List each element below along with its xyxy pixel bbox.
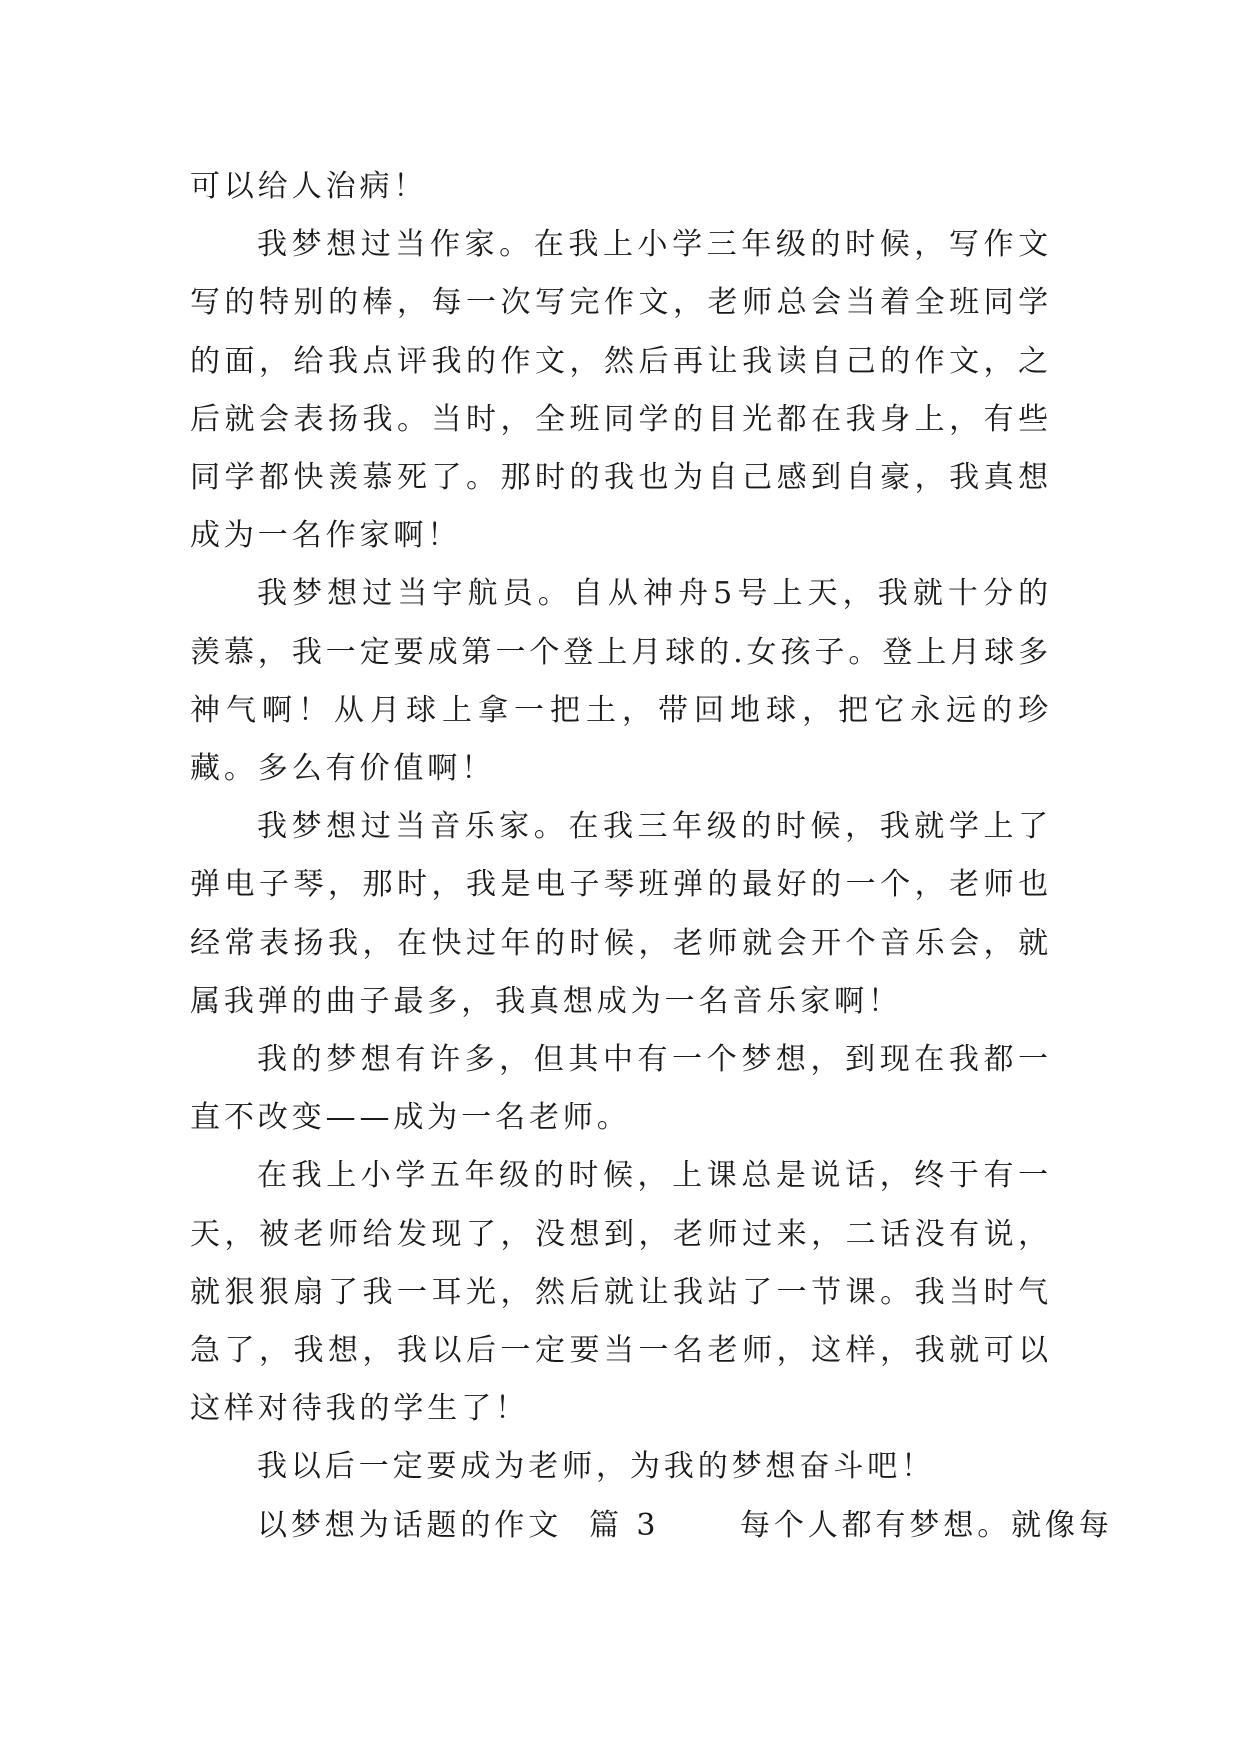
paragraph-conclusion: 我以后一定要成为老师，为我的梦想奋斗吧！ (257, 1449, 935, 1485)
next-essay-heading-line (190, 1497, 1113, 1555)
paragraph-musician-dream: 我梦想过当音乐家。在我三年级的时候，我就学上了弹电子琴，那时，我是电子琴班弹的最好的一个，老师也经常表扬我，在快过年的时候，老师就会开个音乐会，就属我弹的曲子最多，我真想成为一名音乐家啊！ (190, 809, 1052, 1019)
paragraph-teacher-dream: 我的梦想有许多，但其中有一个梦想，到现在我都一直不改变——成为一名老师。 (190, 1042, 1052, 1136)
essay-section-number: 篇 3 (588, 1507, 660, 1543)
essay-body (190, 158, 1113, 1555)
essay-title: 以梦想为话题的作文 (257, 1507, 563, 1543)
paragraph-fifth-grade-story: 在我上小学五年级的时候，上课总是说话，终于有一天，被老师给发现了，没想到，老师过来，二话没有说，就狠狠扇了我一耳光，然后就让我站了一节课。我当时气急了，我想，我以后一定要当一名老师，这样，我就可以这样对待我的学生了！ (190, 1158, 1052, 1427)
paragraph-astronaut-dream: 我梦想过当宇航员。自从神舟5号上天，我就十分的羡慕，我一定要成第一个登上月球的.女孩子。登上月球多神气啊！从月球上拿一把土，带回地球，把它永远的珍藏。多么有价值啊！ (190, 576, 1052, 787)
paragraph-1: 可以给人治病！ (190, 169, 428, 204)
paragraph-writer-dream: 我梦想过当作家。在我上小学三年级的时候，写作文写的特别的棒，每一次写完作文，老师总会当着全班同学的面，给我点评我的作文，然后再让我读自己的作文，之后就会表扬我。当时，全班同学的目光都在我身上，有些同学都快羡慕死了。那时的我也为自己感到自豪，我真想成为一名作家啊！ (190, 227, 1052, 554)
essay-continuation-text: 每个人都有梦想。就像每 (739, 1507, 1113, 1543)
